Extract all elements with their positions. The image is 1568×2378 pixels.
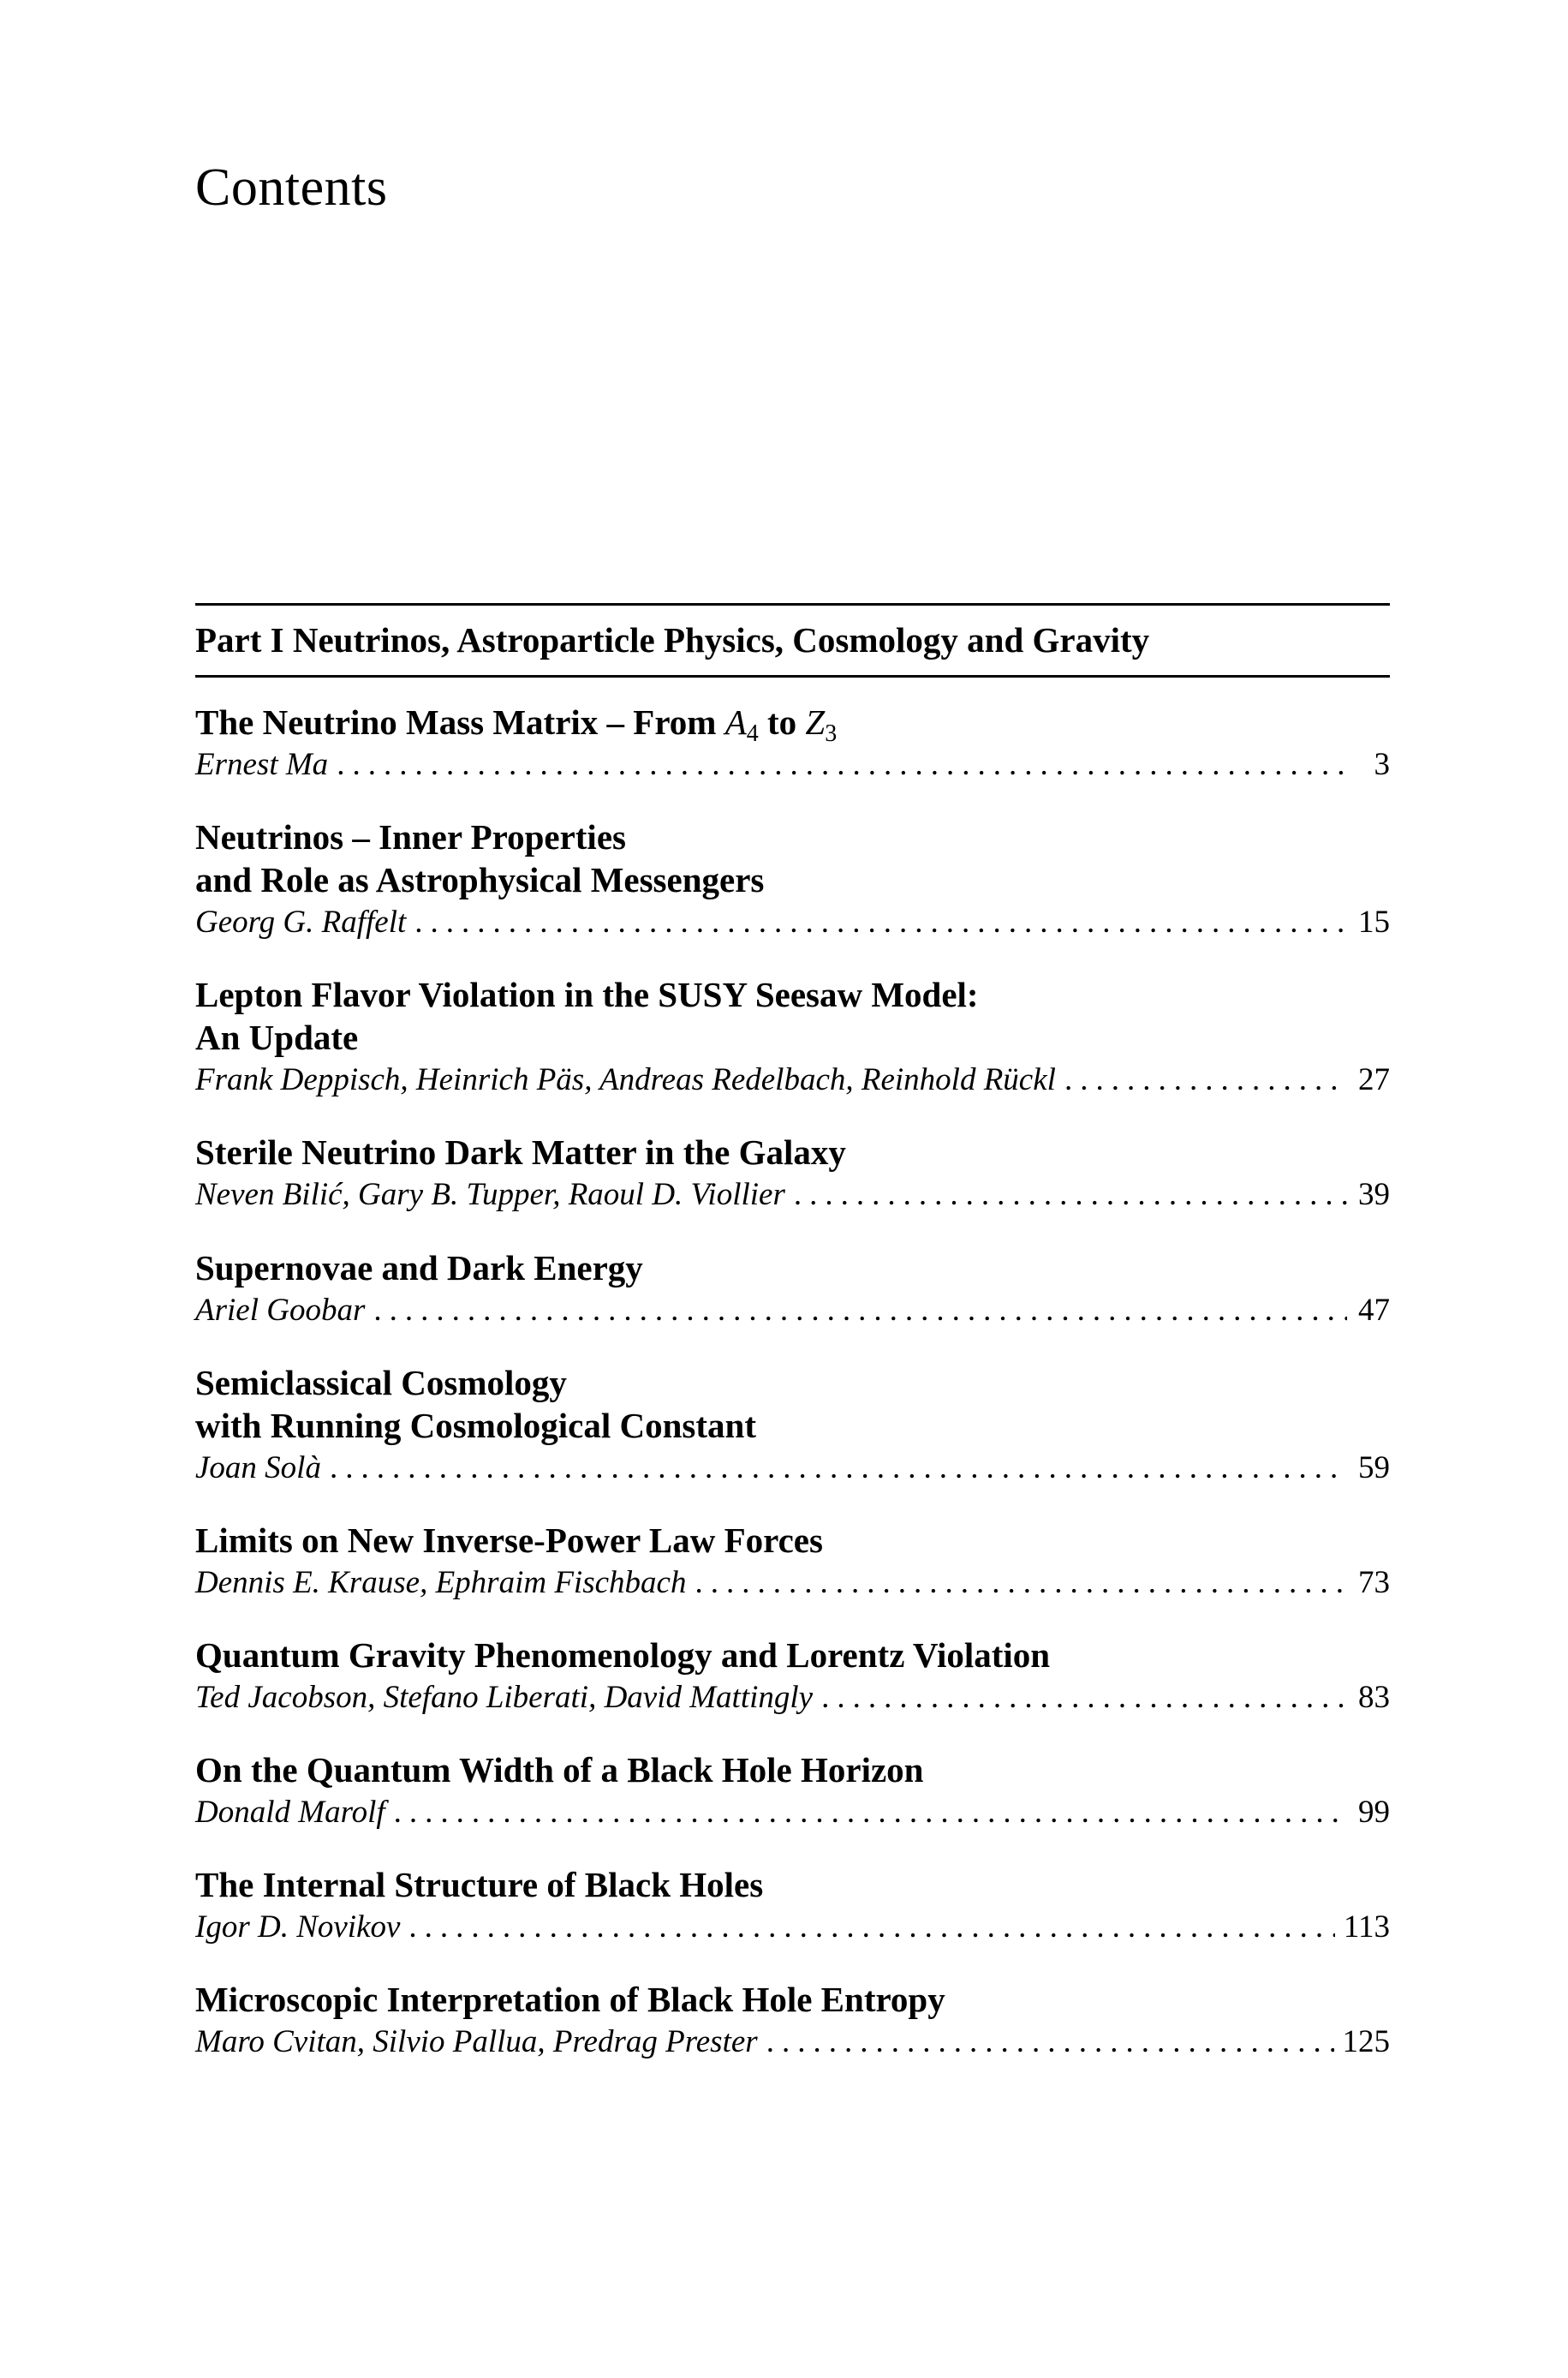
toc-entry[interactable] — [195, 1978, 1390, 2064]
entry-title-line: and Role as Astrophysical Messengers — [195, 860, 765, 899]
math-z3: $Z_3$ — [805, 702, 838, 747]
dot-leader — [1064, 1059, 1347, 1102]
entry-author-line — [195, 901, 1390, 944]
entry-page-number: 15 — [1358, 905, 1390, 940]
entry-title-line: with Running Cosmological Constant — [195, 1406, 756, 1445]
entry-title-line: Neutrinos – Inner Properties — [195, 817, 626, 857]
entry-authors: Georg G. Raffelt — [195, 905, 407, 940]
toc-entry[interactable] — [195, 816, 1390, 944]
bottom-rule — [195, 675, 1390, 678]
part-heading: Part I Neutrinos, Astroparticle Physics, Cosmology and Gravity — [195, 620, 1150, 660]
toc-entry[interactable] — [195, 1748, 1390, 1834]
entry-title-line: Quantum Gravity Phenomenology and Lorentz Violation — [195, 1635, 1051, 1675]
entry-page-number: 125 — [1342, 2024, 1390, 2059]
toc-entry[interactable] — [195, 1863, 1390, 1949]
entry-author-line — [195, 744, 1390, 786]
entry-author-line — [195, 1289, 1390, 1332]
dot-leader — [695, 1562, 1347, 1604]
toc-entry[interactable] — [195, 1361, 1390, 1490]
entry-author-line — [195, 1676, 1390, 1719]
entry-title-line: Semiclassical Cosmology — [195, 1363, 567, 1402]
entry-title-line: The Internal Structure of Black Holes — [195, 1865, 764, 1904]
entry-page-number: 3 — [1374, 747, 1390, 782]
entry-authors: Ariel Goobar — [195, 1293, 366, 1328]
dot-leader — [337, 744, 1347, 786]
entry-page-number: 83 — [1358, 1680, 1390, 1715]
entry-author-line — [195, 1059, 1390, 1102]
entry-author-line — [195, 1174, 1390, 1216]
entry-title-line: Supernovae and Dark Energy — [195, 1248, 643, 1288]
entry-title-line: Lepton Flavor Violation in the SUSY Seesaw Model: — [195, 975, 979, 1014]
entry-authors: Igor D. Novikov — [195, 1909, 401, 1945]
entry-author-line — [195, 1447, 1390, 1490]
entry-authors: Frank Deppisch, Heinrich Päs, Andreas Redelbach, Reinhold Rückl — [195, 1062, 1056, 1097]
page-title: Contents — [195, 158, 388, 217]
entry-authors: Ted Jacobson, Stefano Liberati, David Mattingly — [195, 1680, 814, 1715]
entry-title-line: Sterile Neutrino Dark Matter in the Galaxy — [195, 1132, 846, 1172]
entry-page-number: 27 — [1358, 1062, 1390, 1097]
entry-authors: Ernest Ma — [195, 747, 329, 782]
entry-authors: Neven Bilić, Gary B. Tupper, Raoul D. Viollier — [195, 1177, 785, 1212]
dot-leader — [821, 1676, 1347, 1719]
entry-author-line — [195, 2021, 1390, 2064]
entry-author-line — [195, 1906, 1390, 1949]
dot-leader — [330, 1447, 1347, 1490]
entry-page-number: 99 — [1358, 1795, 1390, 1830]
dot-leader — [408, 1906, 1334, 1949]
math-a4: $A_4$ — [724, 702, 759, 747]
entry-authors: Dennis E. Krause, Ephraim Fischbach — [195, 1565, 687, 1600]
entry-page-number: 73 — [1358, 1565, 1390, 1600]
dot-leader — [766, 2021, 1334, 2064]
dot-leader — [373, 1289, 1347, 1332]
entry-authors: Donald Marolf — [195, 1795, 385, 1830]
toc-entry[interactable] — [195, 701, 1390, 786]
dot-leader — [394, 1791, 1347, 1834]
dot-leader — [414, 901, 1347, 944]
entry-title: The Neutrino Mass Matrix – From $A_4$ to $Z_3$ — [195, 702, 838, 747]
entry-page-number: 113 — [1343, 1909, 1390, 1945]
toc-entry[interactable] — [195, 1131, 1390, 1216]
entry-author-line — [195, 1562, 1390, 1604]
toc-entry[interactable] — [195, 973, 1390, 1102]
dot-leader — [794, 1174, 1347, 1216]
entry-title-line: An Update — [195, 1018, 359, 1057]
toc-entry[interactable] — [195, 1519, 1390, 1604]
entry-title-line: Limits on New Inverse-Power Law Forces — [195, 1521, 823, 1560]
entry-authors: Joan Solà — [195, 1450, 321, 1485]
toc-entry[interactable] — [195, 1246, 1390, 1332]
entry-authors: Maro Cvitan, Silvio Pallua, Predrag Prester — [195, 2024, 758, 2059]
entry-page-number: 59 — [1358, 1450, 1390, 1485]
entry-page-number: 39 — [1358, 1177, 1390, 1212]
entry-title-line: On the Quantum Width of a Black Hole Horizon — [195, 1750, 924, 1789]
part-heading-block — [195, 603, 1390, 678]
entry-page-number: 47 — [1358, 1293, 1390, 1328]
toc-entry[interactable] — [195, 1634, 1390, 1719]
entry-author-line — [195, 1791, 1390, 1834]
entry-title-line: Microscopic Interpretation of Black Hole Entropy — [195, 1980, 945, 2019]
